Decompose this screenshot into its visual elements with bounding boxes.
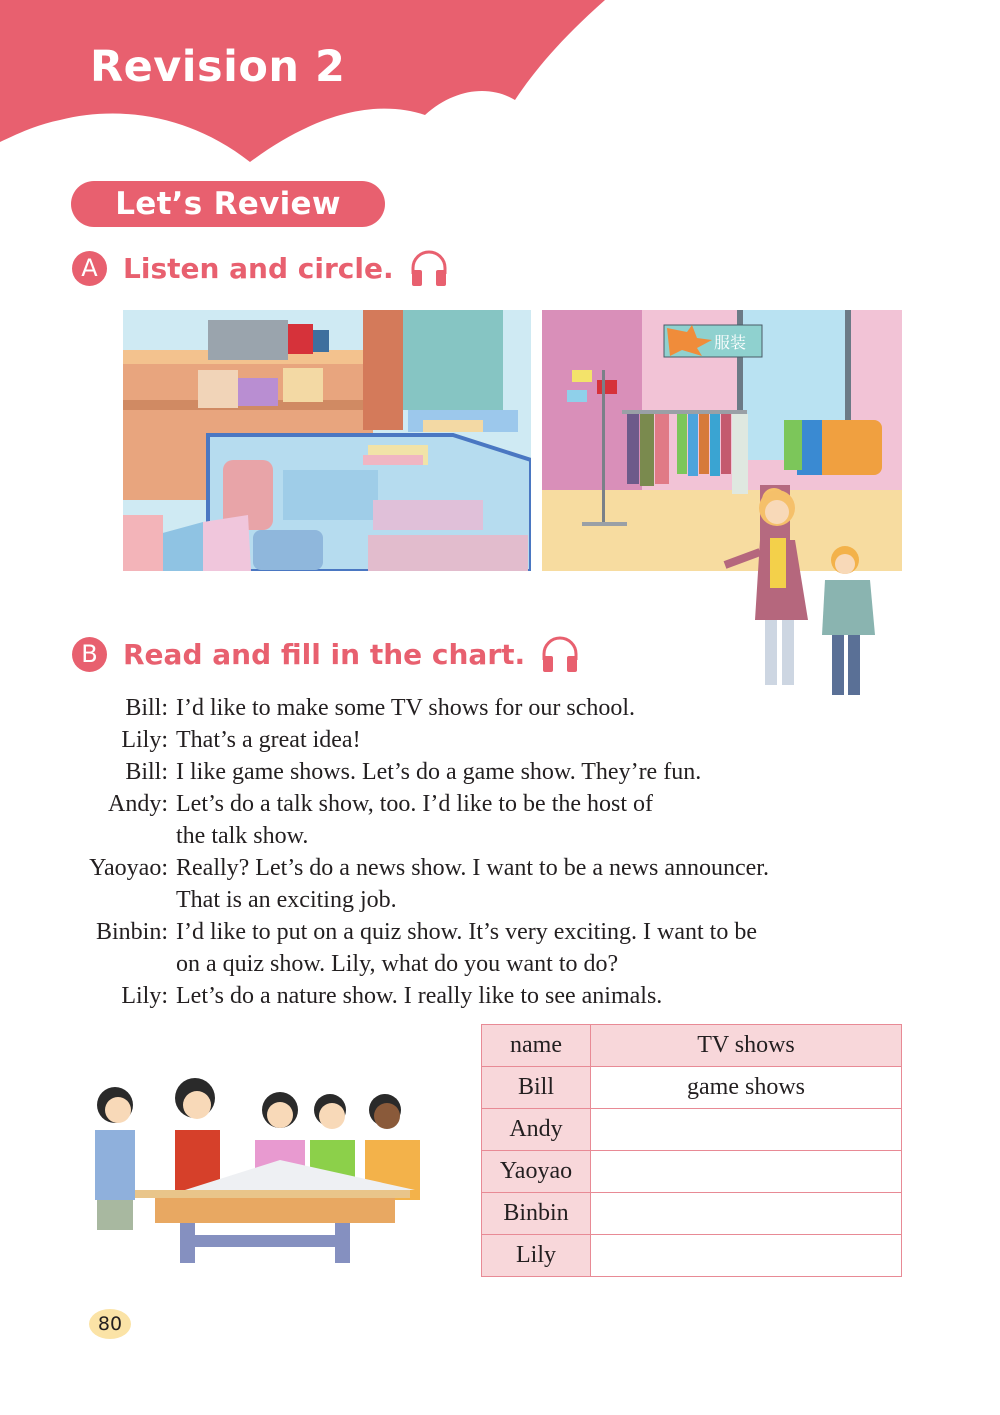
section-b-title: Read and fill in the chart. [123, 637, 526, 671]
speech-text: That’s a great idea! [176, 727, 361, 753]
speaker [0, 948, 176, 980]
speaker: Bill: [125, 695, 168, 721]
table-header-row [482, 1025, 902, 1067]
tv-shows-chart [481, 1024, 902, 1277]
section-a-letter: A [72, 251, 107, 286]
lets-review-label: Let’s Review [115, 186, 341, 222]
row-tv-show-cell[interactable] [591, 1151, 902, 1193]
table-row [482, 1193, 902, 1235]
row-tv-show-cell[interactable] [591, 1109, 902, 1151]
section-a-heading [72, 248, 450, 288]
dialogue-line [0, 884, 900, 916]
headphones-icon[interactable] [408, 248, 450, 288]
svg-text:服装: 服装 [714, 333, 747, 352]
speaker: Yaoyao: [89, 855, 168, 881]
page-title: Revision 2 [90, 42, 346, 92]
speech-text: Really? Let’s do a news show. I want to be a news announcer. [176, 855, 769, 881]
speaker: Binbin: [95, 919, 168, 945]
speech-text: Let’s do a nature show. I really like to see animals. [176, 983, 663, 1009]
dialogue-line [0, 916, 900, 948]
table-row [482, 1151, 902, 1193]
page-number: 80 [89, 1309, 131, 1339]
speaker: Andy: [108, 791, 168, 817]
speaker: Bill: [125, 759, 168, 785]
row-name: Yaoyao [482, 1151, 591, 1193]
children-at-table-illustration [85, 1060, 465, 1265]
stationery-shop-image[interactable] [123, 310, 531, 571]
dialogue-line [0, 724, 900, 756]
dialogue-line [0, 756, 900, 788]
dialogue-line [0, 788, 900, 820]
stationery-shop-illustration [123, 310, 531, 571]
speaker [0, 820, 176, 852]
dialogue-line [0, 980, 900, 1012]
table-row [482, 1109, 902, 1151]
row-name: Andy [482, 1109, 591, 1151]
section-b-heading [72, 634, 581, 674]
lets-review-badge [71, 181, 385, 227]
row-name: Lily [482, 1235, 591, 1277]
speaker: Lily: [121, 727, 168, 753]
table-row [482, 1235, 902, 1277]
speaker [0, 884, 176, 916]
speaker: Lily: [121, 983, 168, 1009]
speech-text: That is an exciting job. [176, 887, 397, 913]
section-b-letter: B [72, 637, 107, 672]
speech-text: Let’s do a talk show, too. I’d like to be the host of [176, 791, 654, 817]
mother-and-son-illustration [720, 480, 885, 710]
row-tv-show-cell[interactable] [591, 1235, 902, 1277]
headphones-icon[interactable] [539, 634, 581, 674]
row-name: Binbin [482, 1193, 591, 1235]
row-name: Bill [482, 1067, 591, 1109]
header-name: name [482, 1025, 591, 1067]
dialogue-line [0, 948, 900, 980]
table-row [482, 1067, 902, 1109]
row-tv-show-cell[interactable] [591, 1193, 902, 1235]
dialogue [0, 692, 900, 1012]
speech-text: I like game shows. Let’s do a game show. They’re fun. [176, 759, 702, 785]
dialogue-line [0, 852, 900, 884]
row-tv-show-cell[interactable]: game shows [591, 1067, 902, 1109]
speech-text: on a quiz show. Lily, what do you want to do? [176, 951, 619, 977]
speech-text: the talk show. [176, 823, 309, 849]
speech-text: I’d like to put on a quiz show. It’s very exciting. I want to be [176, 919, 757, 945]
dialogue-line [0, 692, 900, 724]
section-a-title: Listen and circle. [123, 251, 394, 285]
dialogue-line [0, 820, 900, 852]
header-tv-shows: TV shows [591, 1025, 902, 1067]
speech-text: I’d like to make some TV shows for our school. [176, 695, 636, 721]
